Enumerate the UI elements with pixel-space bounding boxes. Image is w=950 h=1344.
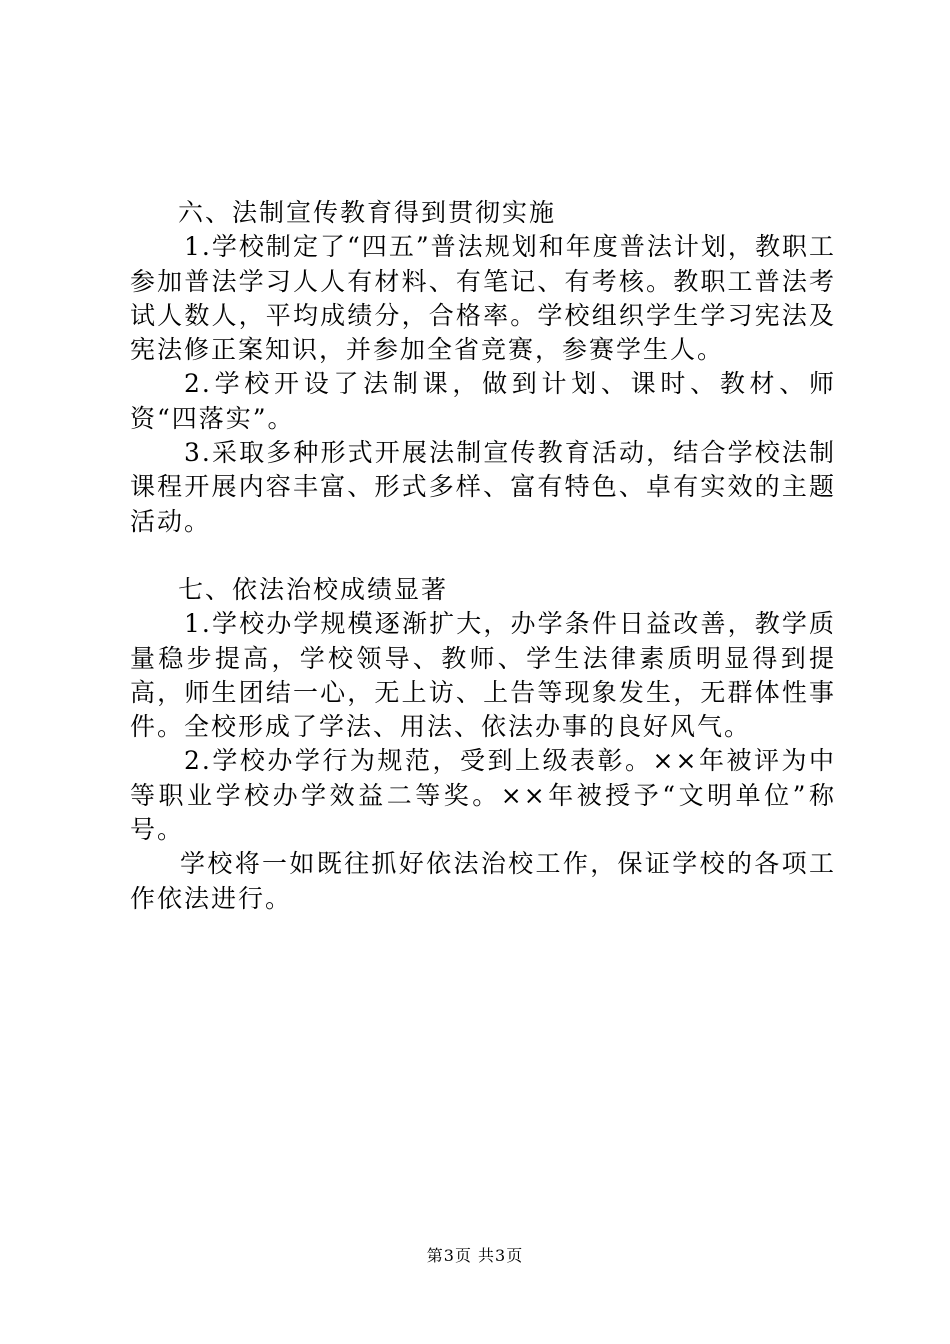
section-6-item-3: 3.采取多种形式开展法制宣传教育活动，结合学校法制课程开展内容丰富、形式多样、富有特色、卓有实效的主题活动。 [130, 438, 836, 536]
section-heading-7: 七、依法治校成绩显著 [178, 574, 449, 604]
section-6-item-2: 2.学校开设了法制课，做到计划、课时、教材、师资“四落实”。 [130, 369, 836, 433]
closing-paragraph: 学校将一如既往抓好依法治校工作，保证学校的各项工作依法进行。 [130, 849, 836, 913]
section-6-item-1: 1.学校制定了“四五”普法规划和年度普法计划，教职工参加普法学习人人有材料、有笔记、有考核。教职工普法考试人数人，平均成绩分，合格率。学校组织学生学习宪法及宪法修正案知识，并参加全省竞赛，参赛学生人。 [130, 232, 836, 365]
section-7-item-2: 2.学校办学行为规范，受到上级表彰。××年被评为中等职业学校办学效益二等奖。××年被授予“文明单位”称号。 [130, 746, 836, 845]
page-number-footer: 第3页 共3页 [426, 1246, 524, 1265]
document-body [130, 196, 836, 916]
section-7-item-1: 1.学校办学规模逐渐扩大，办学条件日益改善，教学质量稳步提高，学校领导、教师、学生法律素质明显得到提高，师生团结一心，无上访、上告等现象发生，无群体性事件。全校形成了学法、用法、依法办事的良好风气。 [130, 609, 836, 742]
section-heading-6: 六、法制宣传教育得到贯彻实施 [178, 198, 557, 227]
